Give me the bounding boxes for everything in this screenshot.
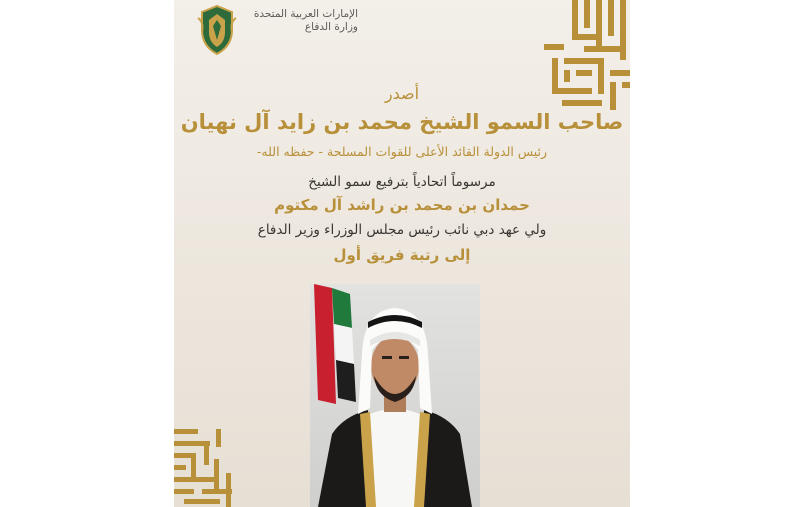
issuer-name: صاحب السمو الشيخ محمد بن زايد آل نهيان [180, 110, 624, 134]
issuer-title: رئيس الدولة القائد الأعلى للقوات المسلحة - حفظه الله- [256, 144, 548, 159]
ministry-label [238, 8, 358, 34]
rank-text: إلى رتبة فريق أول [333, 246, 471, 264]
portrait-photo [310, 284, 480, 507]
promoted-name: حمدان بن محمد بن راشد آل مكتوم [274, 196, 530, 214]
promoted-title: ولي عهد دبي نائب رئيس مجلس الوزراء وزير الدفاع [257, 222, 547, 238]
ministry-line1: الإمارات العربية المتحدة [253, 8, 358, 20]
uae-flag-icon [314, 284, 356, 404]
emblem-icon [194, 2, 240, 58]
kufic-ornament-bottom-icon [174, 425, 236, 507]
decree-text: مرسوماً اتحادياً بترفيع سمو الشيخ [308, 174, 496, 190]
decree-card [174, 0, 630, 507]
issued-heading: أصدر [384, 84, 420, 103]
ministry-line2: وزارة الدفاع [304, 21, 358, 33]
